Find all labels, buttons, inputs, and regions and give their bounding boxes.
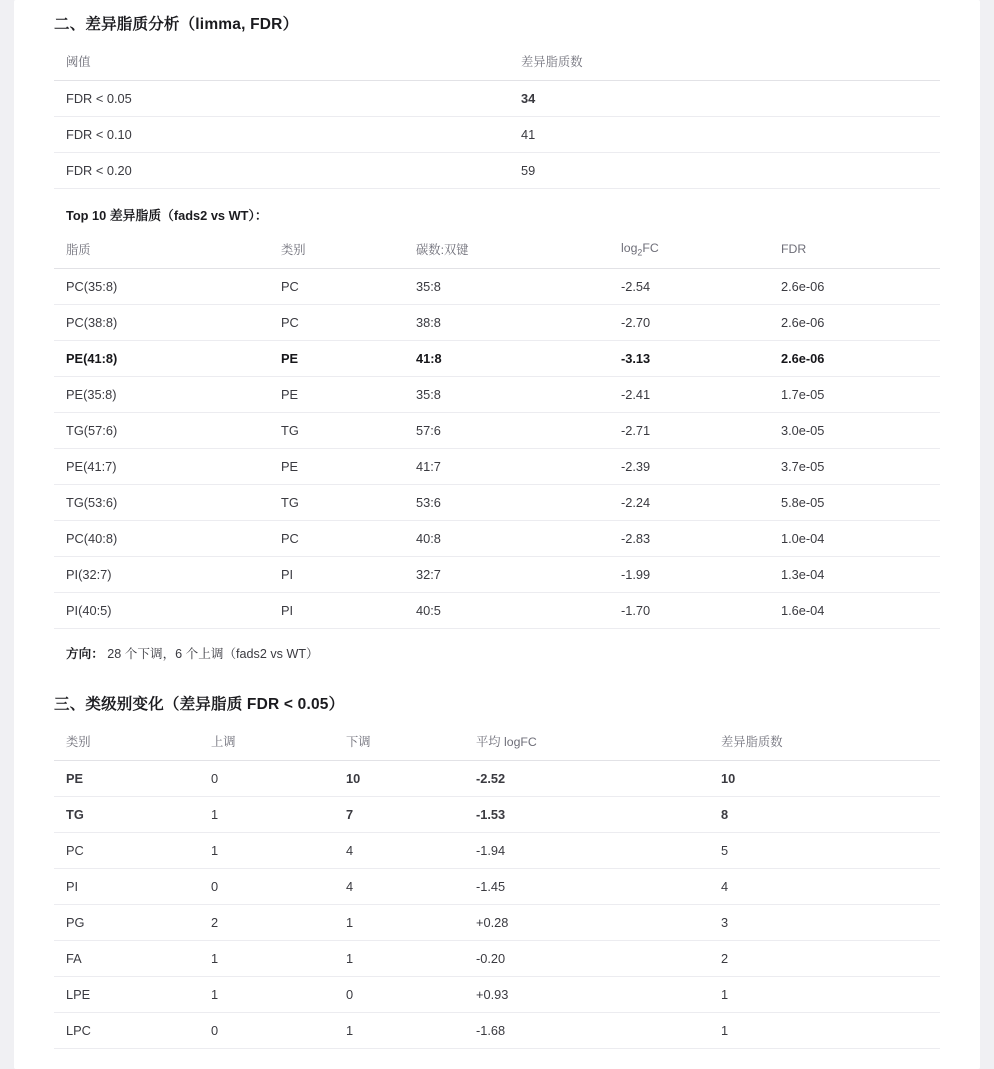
cell-up: 0 xyxy=(199,761,334,797)
cell-up: 0 xyxy=(199,1013,334,1049)
cell-down: 1 xyxy=(334,941,464,977)
cell-log2fc: -2.24 xyxy=(609,485,769,521)
cell-threshold: FDR < 0.20 xyxy=(54,153,509,189)
cell-carbon-double: 40:5 xyxy=(404,593,609,629)
cell-fdr: 1.3e-04 xyxy=(769,557,940,593)
cell-lipid: PI(40:5) xyxy=(54,593,269,629)
threshold-table xyxy=(54,44,940,189)
cell-class: TG xyxy=(54,797,199,833)
direction-text: 28 个下调，6 个上调（fads2 vs WT） xyxy=(107,647,319,661)
table-row xyxy=(54,305,940,341)
cell-fdr: 2.6e-06 xyxy=(769,341,940,377)
cell-down: 1 xyxy=(334,1013,464,1049)
cell-mean-logfc: -0.20 xyxy=(464,941,709,977)
col-header-diff-count: 差异脂质数 xyxy=(709,724,940,761)
cell-mean-logfc: +0.93 xyxy=(464,977,709,1013)
cell-class: TG xyxy=(269,413,404,449)
table-row xyxy=(54,117,940,153)
table-row xyxy=(54,593,940,629)
cell-class: PI xyxy=(269,593,404,629)
cell-threshold: FDR < 0.10 xyxy=(54,117,509,153)
cell-up: 1 xyxy=(199,977,334,1013)
cell-carbon-double: 35:8 xyxy=(404,377,609,413)
col-header-carbon-double: 碳数:双键 xyxy=(404,232,609,269)
cell-carbon-double: 35:8 xyxy=(404,269,609,305)
cell-fdr: 5.8e-05 xyxy=(769,485,940,521)
table-row xyxy=(54,153,940,189)
cell-log2fc: -1.99 xyxy=(609,557,769,593)
cell-log2fc: -2.41 xyxy=(609,377,769,413)
cell-diff-count: 5 xyxy=(709,833,940,869)
col-header-lipid: 脂质 xyxy=(54,232,269,269)
cell-class: PE xyxy=(269,377,404,413)
cell-class: TG xyxy=(269,485,404,521)
col-header-down: 下调 xyxy=(334,724,464,761)
cell-lipid: PI(32:7) xyxy=(54,557,269,593)
cell-class: FA xyxy=(54,941,199,977)
table-row xyxy=(54,81,940,117)
cell-diff-count: 3 xyxy=(709,905,940,941)
cell-log2fc: -2.70 xyxy=(609,305,769,341)
cell-down: 4 xyxy=(334,869,464,905)
table-row xyxy=(54,869,940,905)
cell-class: LPC xyxy=(54,1013,199,1049)
table-row xyxy=(54,485,940,521)
table-row xyxy=(54,797,940,833)
cell-down: 10 xyxy=(334,761,464,797)
cell-fdr: 1.6e-04 xyxy=(769,593,940,629)
cell-fdr: 2.6e-06 xyxy=(769,305,940,341)
col-header-class: 类别 xyxy=(269,232,404,269)
cell-mean-logfc: -1.53 xyxy=(464,797,709,833)
cell-diff-count: 4 xyxy=(709,869,940,905)
table-row xyxy=(54,557,940,593)
table-row xyxy=(54,905,940,941)
cell-mean-logfc: -1.45 xyxy=(464,869,709,905)
class-level-table xyxy=(54,724,940,1049)
cell-up: 1 xyxy=(199,941,334,977)
cell-log2fc: -2.71 xyxy=(609,413,769,449)
cell-diff-count: 1 xyxy=(709,1013,940,1049)
cell-diff-count: 8 xyxy=(709,797,940,833)
cell-class: PC xyxy=(269,305,404,341)
cell-lipid: TG(53:6) xyxy=(54,485,269,521)
cell-fdr: 2.6e-06 xyxy=(769,269,940,305)
cell-carbon-double: 41:7 xyxy=(404,449,609,485)
cell-class: PE xyxy=(54,761,199,797)
cell-carbon-double: 41:8 xyxy=(404,341,609,377)
cell-lipid: PC(40:8) xyxy=(54,521,269,557)
table-row xyxy=(54,341,940,377)
cell-lipid: PE(41:7) xyxy=(54,449,269,485)
cell-class: PE xyxy=(269,449,404,485)
cell-down: 1 xyxy=(334,905,464,941)
cell-class: PC xyxy=(269,521,404,557)
cell-class: PC xyxy=(54,833,199,869)
cell-carbon-double: 38:8 xyxy=(404,305,609,341)
table-row xyxy=(54,833,940,869)
cell-up: 0 xyxy=(199,869,334,905)
cell-up: 1 xyxy=(199,833,334,869)
cell-class: PC xyxy=(269,269,404,305)
col-header-up: 上调 xyxy=(199,724,334,761)
cell-carbon-double: 53:6 xyxy=(404,485,609,521)
cell-class: PG xyxy=(54,905,199,941)
table-header-row xyxy=(54,724,940,761)
cell-diff-count: 1 xyxy=(709,977,940,1013)
bottom-spacer xyxy=(54,1049,940,1069)
table-row xyxy=(54,977,940,1013)
cell-mean-logfc: -1.68 xyxy=(464,1013,709,1049)
document-sheet xyxy=(14,0,980,1069)
table-row xyxy=(54,941,940,977)
col-header-fdr: FDR xyxy=(769,232,940,269)
top10-table xyxy=(54,232,940,629)
cell-up: 2 xyxy=(199,905,334,941)
section-title-classlevel: 三、类级别变化（差异脂质 FDR < 0.05） xyxy=(54,696,345,713)
table-row xyxy=(54,413,940,449)
col-header-threshold: 阈值 xyxy=(54,44,509,81)
table-header-row xyxy=(54,44,940,81)
cell-diff-count: 10 xyxy=(709,761,940,797)
col-header-mean-logfc: 平均 logFC xyxy=(464,724,709,761)
cell-threshold: FDR < 0.05 xyxy=(54,81,509,117)
cell-lipid: PE(35:8) xyxy=(54,377,269,413)
cell-lipid: TG(57:6) xyxy=(54,413,269,449)
direction-note xyxy=(54,629,940,664)
cell-carbon-double: 32:7 xyxy=(404,557,609,593)
col-header-diff-count: 差异脂质数 xyxy=(509,44,940,81)
cell-down: 7 xyxy=(334,797,464,833)
table-row xyxy=(54,521,940,557)
cell-lipid: PC(35:8) xyxy=(54,269,269,305)
cell-down: 4 xyxy=(334,833,464,869)
cell-mean-logfc: -2.52 xyxy=(464,761,709,797)
cell-diff-count: 59 xyxy=(509,153,940,189)
cell-log2fc: -2.39 xyxy=(609,449,769,485)
cell-log2fc: -3.13 xyxy=(609,341,769,377)
cell-log2fc: -2.54 xyxy=(609,269,769,305)
cell-class: PI xyxy=(54,869,199,905)
top10-subhead: Top 10 差异脂质（fads2 vs WT）： xyxy=(66,208,268,223)
cell-log2fc: -2.83 xyxy=(609,521,769,557)
cell-class: LPE xyxy=(54,977,199,1013)
cell-carbon-double: 40:8 xyxy=(404,521,609,557)
cell-carbon-double: 57:6 xyxy=(404,413,609,449)
col-header-class: 类别 xyxy=(54,724,199,761)
table-row xyxy=(54,761,940,797)
cell-mean-logfc: -1.94 xyxy=(464,833,709,869)
cell-diff-count: 34 xyxy=(509,81,940,117)
table-row xyxy=(54,269,940,305)
col-header-log2fc: $\log_2FC$ xyxy=(609,232,769,269)
cell-down: 0 xyxy=(334,977,464,1013)
table-row xyxy=(54,449,940,485)
table-header-row xyxy=(54,232,940,269)
cell-lipid: PE(41:8) xyxy=(54,341,269,377)
cell-fdr: 3.0e-05 xyxy=(769,413,940,449)
cell-lipid: PC(38:8) xyxy=(54,305,269,341)
table-row xyxy=(54,377,940,413)
section-title-diff: 二、差异脂质分析（limma, FDR） xyxy=(54,16,299,33)
cell-fdr: 1.7e-05 xyxy=(769,377,940,413)
cell-mean-logfc: +0.28 xyxy=(464,905,709,941)
cell-class: PI xyxy=(269,557,404,593)
cell-fdr: 3.7e-05 xyxy=(769,449,940,485)
table-row xyxy=(54,1013,940,1049)
cell-fdr: 1.0e-04 xyxy=(769,521,940,557)
cell-diff-count: 41 xyxy=(509,117,940,153)
cell-up: 1 xyxy=(199,797,334,833)
cell-diff-count: 2 xyxy=(709,941,940,977)
cell-class: PE xyxy=(269,341,404,377)
cell-log2fc: -1.70 xyxy=(609,593,769,629)
direction-label: 方向： xyxy=(66,647,104,661)
